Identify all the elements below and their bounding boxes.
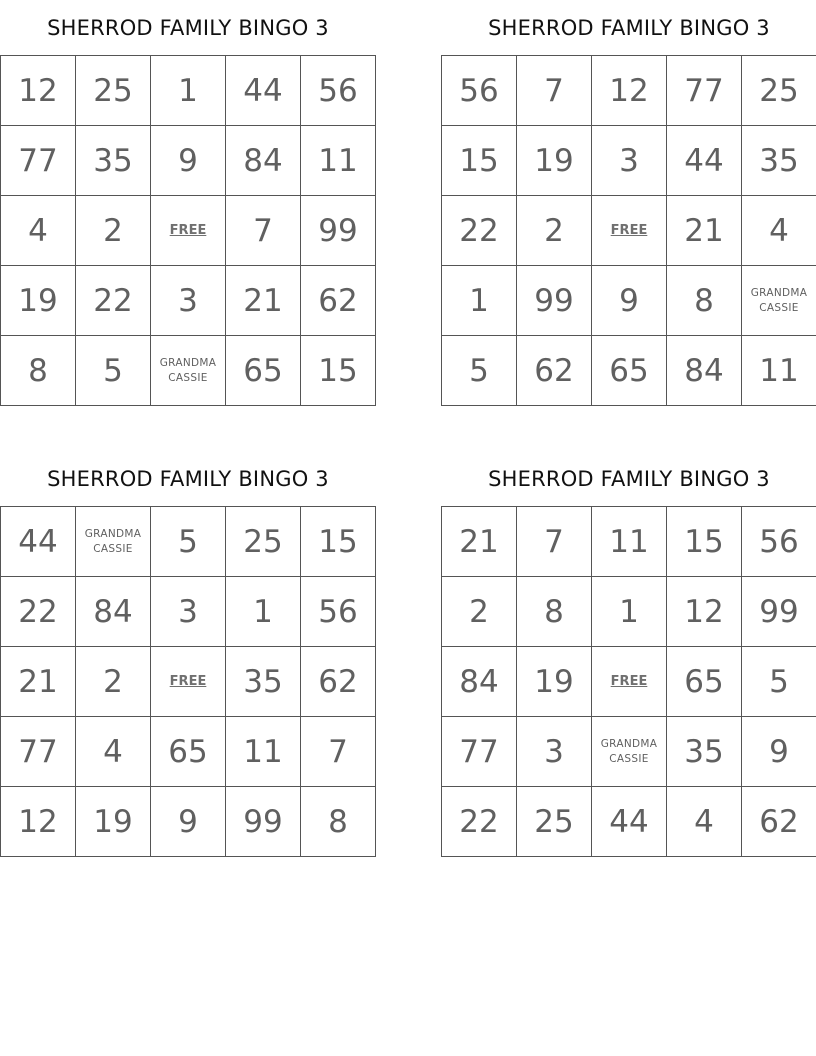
number-cell: 8 (301, 787, 376, 857)
number-cell: 2 (517, 196, 592, 266)
number-cell: 35 (226, 647, 301, 717)
number-cell: 3 (151, 266, 226, 336)
bingo-row (442, 266, 816, 336)
number-cell: 9 (151, 126, 226, 196)
number-cell: 15 (442, 126, 517, 196)
number-cell: 84 (442, 647, 517, 717)
name-line: GRANDMA (600, 737, 658, 750)
bingo-row (1, 577, 376, 647)
number-cell: 5 (442, 336, 517, 406)
free-space-cell: FREE (592, 196, 667, 266)
number-cell: 35 (742, 126, 816, 196)
card-title: SHERROD FAMILY BINGO 3 (47, 467, 329, 491)
number-cell: 84 (667, 336, 742, 406)
bingo-grid (0, 55, 376, 406)
number-cell: 12 (667, 577, 742, 647)
free-space-cell: FREE (151, 196, 226, 266)
number-cell: 99 (742, 577, 816, 647)
number-cell: 2 (76, 647, 151, 717)
number-cell: 1 (442, 266, 517, 336)
number-cell: 77 (442, 717, 517, 787)
number-cell: 62 (517, 336, 592, 406)
number-cell: 99 (301, 196, 376, 266)
number-cell: 11 (226, 717, 301, 787)
number-cell: 62 (301, 266, 376, 336)
number-cell: 8 (517, 577, 592, 647)
bingo-row (1, 56, 376, 126)
number-cell: 44 (226, 56, 301, 126)
number-cell: 15 (667, 507, 742, 577)
number-cell: 8 (667, 266, 742, 336)
number-cell: 44 (592, 787, 667, 857)
name-line: GRANDMA (750, 286, 808, 299)
bingo-row (1, 336, 376, 406)
number-cell: 77 (1, 126, 76, 196)
bingo-row (442, 577, 816, 647)
number-cell: 12 (1, 56, 76, 126)
number-cell: 35 (667, 717, 742, 787)
bingo-grid (441, 55, 816, 406)
bingo-row (442, 56, 816, 126)
free-space-cell: FREE (151, 647, 226, 717)
number-cell: 62 (301, 647, 376, 717)
number-cell: 35 (76, 126, 151, 196)
bingo-grid (0, 506, 376, 857)
number-cell: 11 (592, 507, 667, 577)
card-title: SHERROD FAMILY BINGO 3 (47, 16, 329, 40)
name-cell (742, 266, 816, 336)
number-cell: 21 (1, 647, 76, 717)
number-cell: 65 (667, 647, 742, 717)
number-cell: 84 (76, 577, 151, 647)
number-cell: 4 (667, 787, 742, 857)
card-title: SHERROD FAMILY BINGO 3 (488, 467, 770, 491)
bingo-row (1, 647, 376, 717)
number-cell: 5 (742, 647, 816, 717)
number-cell: 1 (151, 56, 226, 126)
name-cell (592, 717, 667, 787)
number-cell: 22 (1, 577, 76, 647)
number-cell: 9 (151, 787, 226, 857)
number-cell: 44 (1, 507, 76, 577)
bingo-row (442, 507, 816, 577)
number-cell: 56 (442, 56, 517, 126)
number-cell: 22 (442, 196, 517, 266)
number-cell: 22 (76, 266, 151, 336)
number-cell: 99 (226, 787, 301, 857)
number-cell: 3 (151, 577, 226, 647)
name-line: CASSIE (759, 301, 799, 314)
name-line: GRANDMA (159, 356, 217, 369)
number-cell: 56 (742, 507, 816, 577)
number-cell: 19 (76, 787, 151, 857)
name-line: CASSIE (168, 371, 208, 384)
number-cell: 9 (592, 266, 667, 336)
number-cell: 2 (76, 196, 151, 266)
number-cell: 99 (517, 266, 592, 336)
number-cell: 5 (76, 336, 151, 406)
number-cell: 56 (301, 577, 376, 647)
number-cell: 25 (742, 56, 816, 126)
bingo-row (442, 647, 816, 717)
number-cell: 65 (592, 336, 667, 406)
number-cell: 19 (517, 126, 592, 196)
number-cell: 1 (226, 577, 301, 647)
number-cell: 65 (226, 336, 301, 406)
free-space-cell: FREE (592, 647, 667, 717)
bingo-row (442, 717, 816, 787)
number-cell: 19 (517, 647, 592, 717)
card-title: SHERROD FAMILY BINGO 3 (488, 16, 770, 40)
number-cell: 3 (592, 126, 667, 196)
bingo-row (1, 126, 376, 196)
bingo-row (1, 507, 376, 577)
bingo-row (442, 336, 816, 406)
number-cell: 65 (151, 717, 226, 787)
number-cell: 1 (592, 577, 667, 647)
bingo-row (1, 717, 376, 787)
number-cell: 12 (1, 787, 76, 857)
number-cell: 7 (301, 717, 376, 787)
number-cell: 5 (151, 507, 226, 577)
number-cell: 7 (226, 196, 301, 266)
number-cell: 7 (517, 56, 592, 126)
bingo-row (442, 126, 816, 196)
number-cell: 25 (517, 787, 592, 857)
name-cell (76, 507, 151, 577)
number-cell: 21 (667, 196, 742, 266)
number-cell: 62 (742, 787, 816, 857)
number-cell: 56 (301, 56, 376, 126)
number-cell: 11 (742, 336, 816, 406)
bingo-row (442, 196, 816, 266)
number-cell: 77 (1, 717, 76, 787)
number-cell: 4 (76, 717, 151, 787)
bingo-grid (441, 506, 816, 857)
number-cell: 7 (517, 507, 592, 577)
number-cell: 19 (1, 266, 76, 336)
name-line: CASSIE (93, 542, 133, 555)
bingo-row (1, 266, 376, 336)
number-cell: 15 (301, 507, 376, 577)
number-cell: 25 (76, 56, 151, 126)
number-cell: 84 (226, 126, 301, 196)
number-cell: 77 (667, 56, 742, 126)
number-cell: 4 (1, 196, 76, 266)
number-cell: 12 (592, 56, 667, 126)
number-cell: 11 (301, 126, 376, 196)
number-cell: 2 (442, 577, 517, 647)
name-line: GRANDMA (84, 527, 142, 540)
name-cell (151, 336, 226, 406)
number-cell: 9 (742, 717, 816, 787)
number-cell: 3 (517, 717, 592, 787)
number-cell: 8 (1, 336, 76, 406)
number-cell: 44 (667, 126, 742, 196)
number-cell: 22 (442, 787, 517, 857)
number-cell: 4 (742, 196, 816, 266)
name-line: CASSIE (609, 752, 649, 765)
bingo-row (1, 196, 376, 266)
number-cell: 15 (301, 336, 376, 406)
number-cell: 21 (226, 266, 301, 336)
number-cell: 21 (442, 507, 517, 577)
number-cell: 25 (226, 507, 301, 577)
bingo-row (442, 787, 816, 857)
bingo-row (1, 787, 376, 857)
